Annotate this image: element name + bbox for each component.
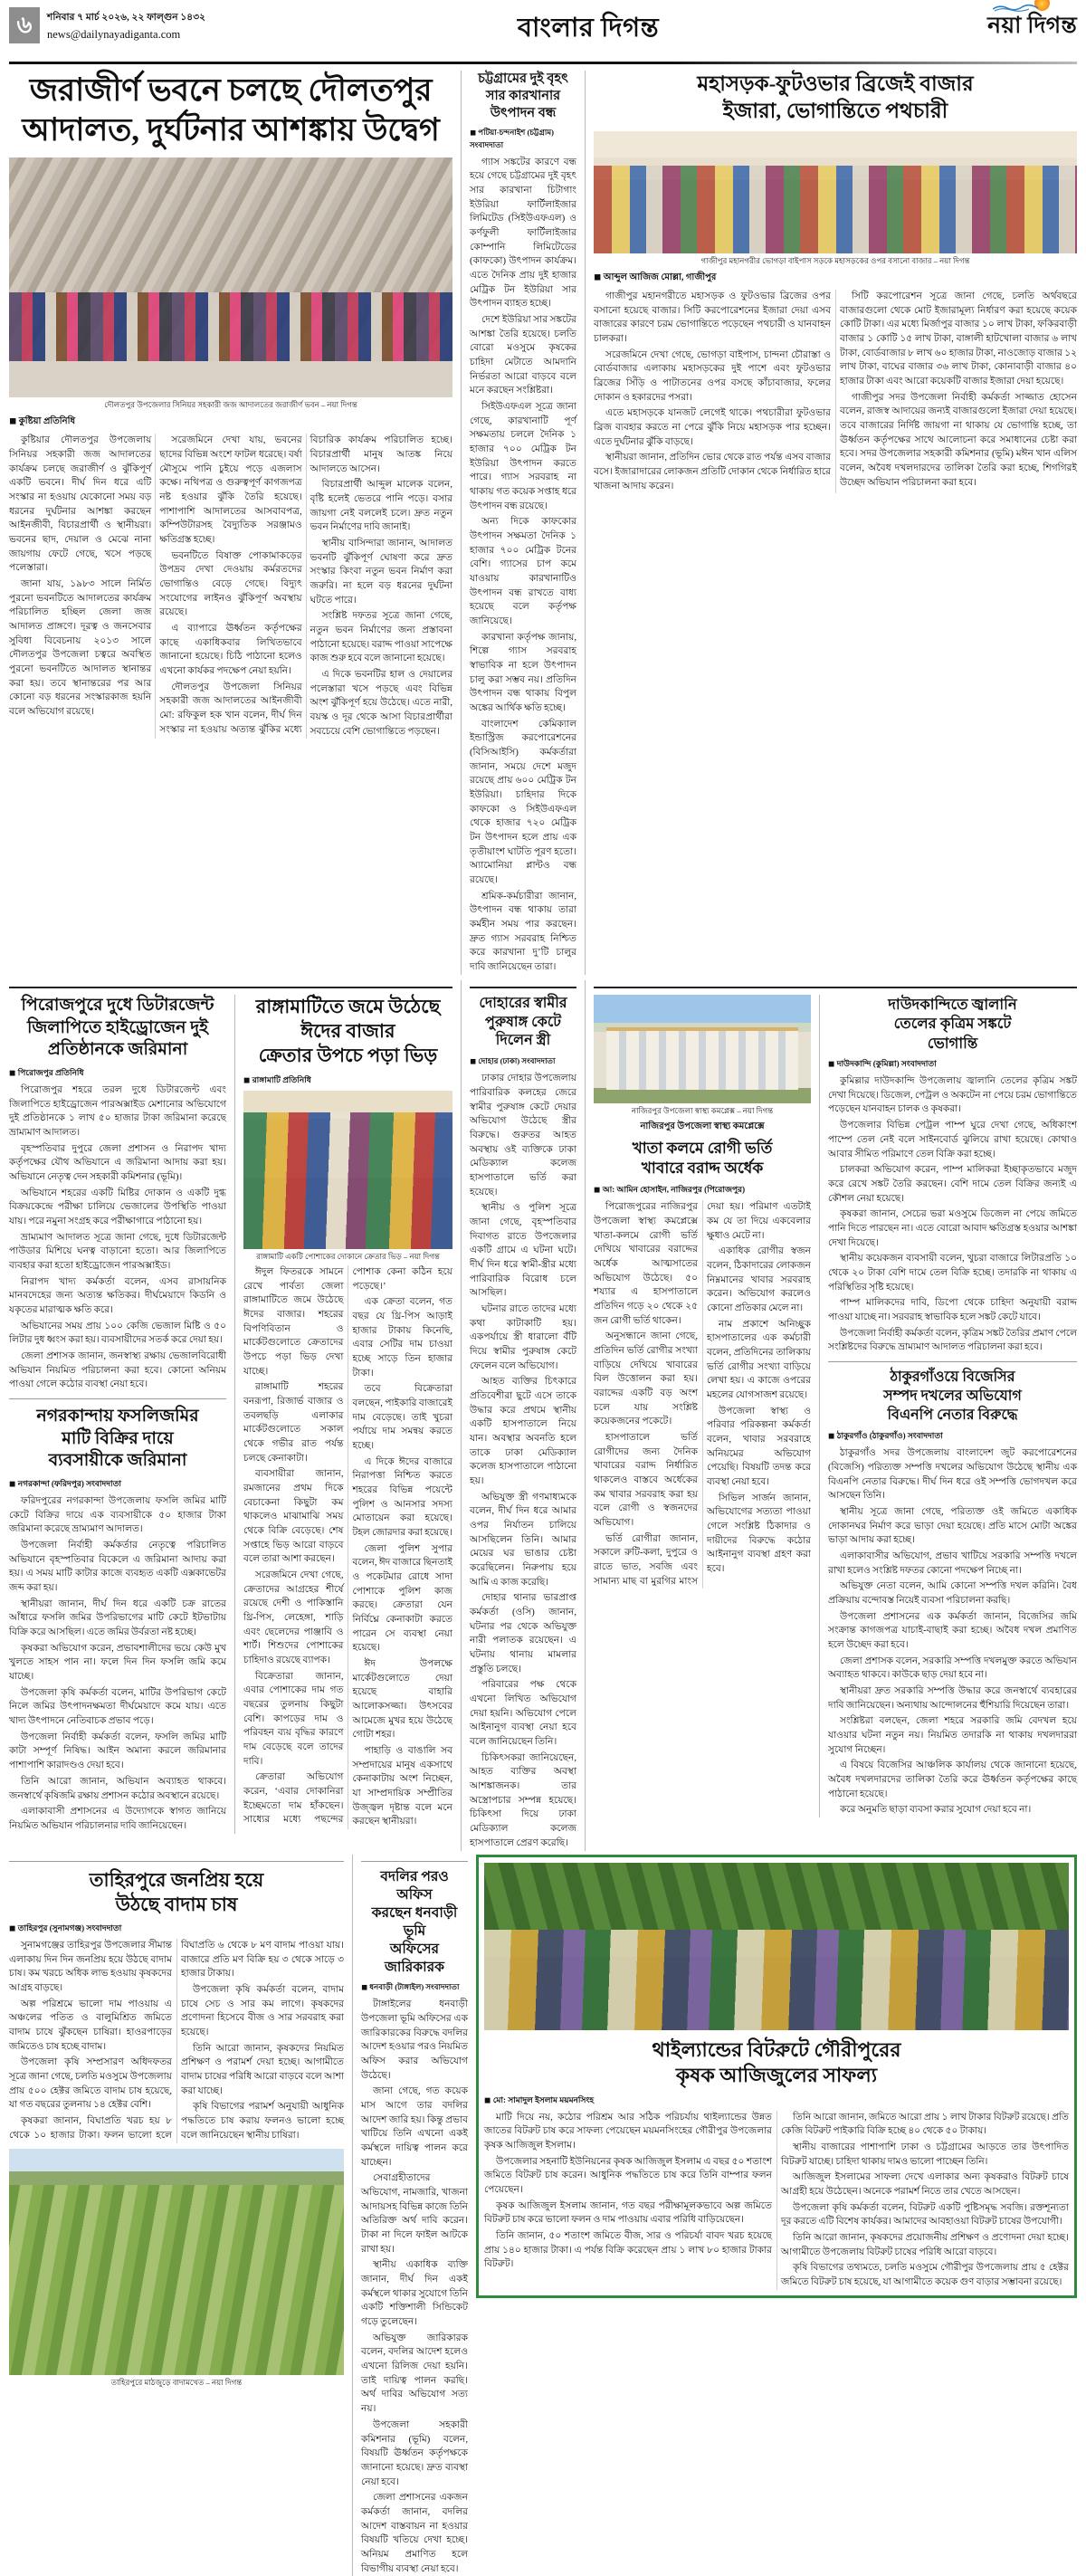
caption-text: দৌলতপুর উপজেলার সিনিয়র সহকারী জজ আদালতের জরাজীর্ণ ভবন	[104, 400, 319, 409]
paragraph: জেলা প্রশাসক জানান, জনস্বাস্থ্য রক্ষায় ভেজালবিরোধী অভিযান নিয়মিত পরিচালনা করা হবে। কোনো অনিয়ম পাওয়া গেলে কঠোর ব্যবস্থা নেয়া হবে।	[9, 1350, 226, 1392]
section-rule	[594, 987, 1077, 988]
tahirpur-headline-line2: উঠছে বাদাম চাষ	[116, 1894, 238, 1915]
paragraph: কৃষকরা জানান, বিঘাপ্রতি খরচ হয় ৮ থেকে ১০ হাজার টাকা। ফলন ভালো হলে বিঘাপ্রতি ৬ থেকে ৮ মণ বাদাম পাওয়া যায়। বাজারে প্রতি মণ বিক্রি হয় ৩ থেকে সাড়ে ৩ হাজার টাকায়।	[9, 1939, 344, 2142]
paragraph: ঈদুল ফিতরকে সামনে রেখে পার্বত্য জেলা রাঙ্গামাটিতে জমে উঠেছে ঈদের বাজার। শহরের বিপণিবিতান ও মার্কেটগুলোতে ক্রেতাদের উপচে পড়া ভিড় দেখা যাচ্ছে।	[243, 1265, 344, 1379]
column-divider	[352, 1855, 353, 2576]
tahirpur-headline	[9, 1868, 344, 1918]
paragraph: তিনি আরো জানান, অভিযান অব্যাহত থাকবে। জনস্বার্থে কৃষিজমি রক্ষায় প্রশাসন কঠোর অবস্থানে রয়েছে।	[9, 1775, 226, 1803]
health-complex-headline	[594, 1139, 811, 1178]
fertilizer-headline-line2: সার কারখানার	[486, 89, 560, 103]
lead-headline-line2: আদালত, দুর্ঘটনার আশঙ্কায় উদ্বেগ	[22, 112, 439, 148]
paragraph: দৌলতপুর উপজেলা সিনিয়র সহকারী জজ আদালতের আইনজীবী মো: রফিকুল হক খান বলেন, দীর্ঘ দিন সংস্কার না হওয়ায় অত্যন্ত ঝুঁকির মধ্যে বিচারিক কার্যক্রম পরিচালিত হচ্ছে। বিচারপ্রার্থী মানুষ আতঙ্ক নিয়ে আদালতে আসেন।	[159, 434, 452, 739]
page-number-badge: ৬	[9, 7, 40, 43]
paragraph: তিনি আরো জানান, কৃষকদের প্রয়োজনীয় প্রশিক্ষণ ও প্রণোদনা দেয়া হচ্ছে। আগামীতে উপজেলায় বিটরুট চাষের পরিধি আরো বাড়বে।	[781, 2231, 1069, 2259]
beetroot-feature-box	[476, 1855, 1077, 2298]
section-rule	[9, 1861, 344, 1862]
bnp-headline-line2: সম্পদ দখলের অভিযোগ	[883, 1388, 1022, 1404]
nagarkanda-headline-line1: নগরকান্দায় ফসলিজমির	[36, 1407, 198, 1426]
paragraph: উপজেলা কৃষি সম্প্রসারণ অধিদফতর সূত্রে জানা গেছে, চলতি মওসুমে উপজেলায় প্রায় ৫০০ হেক্টর জমিতে বাদাম চাষ হয়েছে, যা গত বছরের তুলনায় ১৪ হেক্টর বেশি।	[9, 2056, 172, 2113]
dohar-headline-line3: দিলেন স্ত্রী	[496, 1033, 550, 1048]
paragraph: তিনি আরো জানান, জমিতে আরো প্রায় ১ লাখ টাকার বিটরুট রয়েছে। প্রতি কেজি বিটরুট পাইকারি বিক্রি হচ্ছে ৪০ থেকে ৫০ টাকায়।	[781, 2111, 1069, 2139]
column-divider	[234, 995, 235, 1834]
paragraph: ঘটনার রাতে তাদের মধ্যে কথা কাটাকাটি হয়। একপর্যায়ে স্ত্রী ধারালো বঁটি দিয়ে স্বামীর পুরুষাঙ্গ কেটে ফেলেন বলে অভিযোগ।	[470, 1302, 576, 1373]
paragraph: আহত ব্যক্তির চিৎকারে প্রতিবেশীরা ছুটে এসে তাকে উদ্ধার করে প্রথমে স্থানীয় একটি হাসপাতালে নিয়ে যান। অবস্থার অবনতি হলে তাকে ঢাকা মেডিক্যাল কলেজ হাসপাতালে পাঠানো হয়।	[470, 1375, 576, 1488]
bnp-headline-line3: বিএনপি নেতার বিরুদ্ধে	[887, 1407, 1017, 1423]
column-divider	[461, 980, 462, 1851]
highway-photo	[594, 131, 1077, 253]
paragraph: সরেজমিনে দেখা যায়, ভবনের ছাদের বিভিন্ন অংশে ফাটল ধরেছে। বর্ষা মৌসুমে পানি চুইয়ে পড়ে এজলাস কক্ষে। নথিপত্র ও গুরুত্বপূর্ণ কাগজপত্র নষ্ট হওয়ার ঝুঁকি তৈরি হয়েছে। পাশাপাশি আদালতের আসবাবপত্র, কম্পিউটারসহ বৈদ্যুতিক সরঞ্জামও ক্ষতিগ্রস্ত হচ্ছে।	[159, 434, 301, 547]
caption-text: গাজীপুর মহানগরীর ভোগড়া বাইপাস সড়কে মহাসড়কের ওপর বসানো বাজার	[701, 256, 932, 265]
paragraph: বিচারপ্রার্থী আব্দুল মালেক বলেন, বৃষ্টি হলেই ভেতরে পানি পড়ে। বসার জায়গা নেই বললেই চলে। দ্রুত নতুন ভবন নির্মাণের দাবি জানাই।	[310, 478, 452, 535]
paragraph: ভর্তি রোগীরা জানান, সকালে রুটি-কলা, দুপুরে ও রাতে ভাত, সবজি এবং সামান্য মাছ বা মুরগির মাংস দেয়া হয়। পরিমাণ এতটাই কম যে তা দিয়ে একবেলার ক্ষুধাও মেটে না।	[594, 1200, 811, 1589]
caption-source: – নয়া দিগন্ত	[934, 256, 970, 265]
paragraph: সুনামগঞ্জের তাহিরপুর উপজেলার সীমান্ত এলাকায় দিন দিন জনপ্রিয় হয়ে উঠছে বাদাম চাষ। কম খরচে অধিক লাভ হওয়ায় কৃষকদের আগ্রহ বাড়ছে।	[9, 1939, 172, 1996]
rangamati-story	[243, 995, 452, 1834]
paragraph: ফরিদপুরের নগরকান্দা উপজেলায় ফসলি জমির মাটি কেটে বিক্রির দায়ে এক ব্যবসায়ীকে ৫০ হাজার টাকা জরিমানা করেছে ভ্রাম্যমাণ আদালত।	[9, 1494, 226, 1537]
dohar-byline: ◼ দোহার (ঢাকা) সংবাদদাতা	[470, 1055, 576, 1068]
lead-headline	[9, 71, 452, 150]
tahirpur-body	[9, 1939, 344, 2142]
beetroot-headline-line1: থাইল্যান্ডের বিটরুটে গৌরীপুরের	[653, 2038, 901, 2061]
tahirpur-byline: ◼ তাহিরপুর (সুনামগঞ্জ) সংবাদদাতা	[9, 1922, 344, 1935]
nagarkanda-body	[9, 1494, 226, 1833]
caption-source: – নয়া দিগন্ত	[206, 2378, 243, 2387]
paragraph: জেলা প্রশাসনের একজন কর্মকর্তা জানান, বদলির আদেশ বাস্তবায়ন না হওয়ার বিষয়টি খতিয়ে দেখা হচ্ছে। অনিয়ম প্রমাণিত হলে বিভাগীয় ব্যবস্থা নেয়া হবে।	[361, 2491, 468, 2576]
paragraph: নাম প্রকাশে অনিচ্ছুক হাসপাতালের এক কর্মচারী বলেন, প্রতিদিনের তালিকায় ভর্তি রোগীর সংখ্যা বাড়িয়ে লেখা হয়। এ কাজে ওপরের মহলের যোগসাজশ রয়েছে।	[707, 1318, 811, 1403]
paragraph: উপজেলা কৃষি কর্মকর্তা বলেন, বাদাম চাষে সেচ ও সার কম লাগে। কৃষকদের প্রণোদনা হিসেবে বীজ ও সার সরবরাহ করা হয়েছে।	[181, 1983, 344, 2040]
paragraph: গাজীপুর মহানগরীতে মহাসড়ক ও ফুটওভার ব্রিজের ওপর বসানো হয়েছে বাজার। সিটি করপোরেশনের ইজারা দেয়া এসব বাজারের কারণে চরম ভোগান্তিতে পড়েছেন পথচারী ও যানবাহন চালকরা।	[594, 290, 831, 347]
section-rule	[9, 987, 452, 988]
paragraph: স্থানীয়রা জানান, দীর্ঘ দিন ধরে একটি চক্র রাতের আঁধারে ফসলি জমির উপরিভাগের মাটি কেটে ইটভাটায় বিক্রি করে আসছিল। এতে জমির উর্বরতা নষ্ট হচ্ছে।	[9, 1598, 226, 1640]
paragraph: অভিযানের সময় প্রায় ১০০ কেজি ভেজাল মিষ্টি ও ৫০ লিটার দুধ ধ্বংস করা হয়। ব্যবসায়ীদের সতর্ক করে দেয়া হয়।	[9, 1320, 226, 1348]
left-stack	[9, 980, 452, 1851]
paragraph: তিনি জানান, ৫০ শতাংশ জমিতে বীজ, সার ও পরিচর্যা বাবদ খরচ হয়েছে প্রায় ১৪০ হাজার টাকা। এ পর্যন্ত বিক্রি করেছেন প্রায় ১ লাখ ৮০ হাজার টাকার বিটরুট।	[484, 2229, 772, 2272]
caption-text: নাজিরপুর উপজেলা স্বাস্থ্য কমপ্লেক্স	[632, 1106, 735, 1115]
paragraph: উপজেলা নির্বাহী কর্মকর্তা বলেন, ফসলি জমির মাটি কাটা সম্পূর্ণ নিষিদ্ধ। আইন অমান্য করলে জরিমানার পাশাপাশি কারাদণ্ডও দেয়া হবে।	[9, 1731, 226, 1773]
paragraph: জেলা পুলিশ সুপার বলেন, ঈদ বাজারে ছিনতাই ও পকেটমার রোধে সাদা পোশাকে পুলিশ কাজ করছে। ক্রেতারা যেন নির্বিঘ্নে কেনাকাটা করতে পারেন সে ব্যবস্থা নেয়া হয়েছে।	[353, 1542, 453, 1655]
second-band	[9, 980, 1077, 1851]
caption-source: – নয়া দিগন্ত	[737, 1106, 773, 1115]
rangamati-byline: ◼ রাঙ্গামাটি প্রতিনিধি	[243, 1073, 452, 1087]
nagarkanda-byline: ◼ নগরকান্দা (ফরিদপুর) সংবাদদাতা	[9, 1477, 226, 1491]
paragraph: উপজেলা নির্বাহী কর্মকর্তার নেতৃত্বে পরিচালিত অভিযানে বৃহস্পতিবার বিকেলে এ জরিমানা আদায় করা হয়। এ সময় মাটি কাটার কাজে ব্যবহৃত একটি এক্সকাভেটর জব্দ করা হয়।	[9, 1539, 226, 1596]
paragraph: ভ্রাম্যমাণ আদালত সূত্রে জানা গেছে, দুধে ডিটারজেন্ট পাউডার মিশিয়ে ঘনত্ব বাড়ানো হতো। আর জিলাপিতে ব্যবহার করা হতো হাইড্রোজেন পারঅক্সাইড।	[9, 1231, 226, 1274]
highway-story	[594, 71, 1077, 975]
paragraph: স্থানীয় ও পুলিশ সূত্রে জানা গেছে, বৃহস্পতিবার দিবাগত রাতে উপজেলার একটি গ্রামে এ ঘটনা ঘটে। দীর্ঘ দিন ধরে স্বামী-স্ত্রীর মধ্যে পারিবারিক বিরোধ চলে আসছিল।	[470, 1201, 576, 1301]
tahirpur-photo-caption	[9, 2378, 344, 2388]
paragraph: সরেজমিনে দেখা গেছে, ভোগড়া বাইপাস, চান্দনা চৌরাস্তা ও বোর্ডবাজার এলাকায় মহাসড়কের দুই পাশে এবং ফুটওভার ব্রিজের সিঁড়ি ও পাটাতনের ওপর বসছে কাঁচাবাজার, ফলের দোকান ও হকারদের পসরা।	[594, 348, 831, 405]
paragraph: করে অনুমতি ছাড়া ব্যবসা করার সুযোগ দেয়া হবে না।	[828, 1803, 1077, 1818]
paragraph: এলাকাবাসীর অভিযোগ, প্রভাব খাটিয়ে সরকারি সম্পত্তি দখলে রাখা হলেও সংশ্লিষ্ট দফতর কোনো পদক্ষেপ নিচ্ছে না।	[828, 1550, 1077, 1578]
fertilizer-body	[470, 156, 576, 975]
health-complex-byline: ◼ আ: আমিন হোসাইন, নাজিরপুর (পিরোজপুর)	[594, 1183, 811, 1197]
story-rule	[828, 1361, 1077, 1362]
paragraph: স্থানীয় বাজারের পাশাপাশি ঢাকা ও চট্টগ্রামের আড়তে তার উৎপাদিত বিটরুট যাচ্ছে। চাহিদা থাকায় দামও ভালো পাচ্ছেন তিনি।	[781, 2141, 1069, 2169]
column-divider	[585, 980, 586, 1851]
column-divider	[461, 71, 462, 975]
lead-photo	[9, 157, 452, 397]
health-complex-photo	[594, 995, 811, 1103]
pirojpur-headline	[9, 995, 226, 1062]
dohar-headline-line2: পুরুষাঙ্গ কেটে	[485, 1015, 561, 1030]
paragraph: অভিযুক্ত জারিকারক বলেন, বদলির আদেশ হলেও এখনো রিলিজ দেয়া হয়নি। তাই দায়িত্ব পালন করছি। অর্থ দাবির অভিযোগ সত্য নয়।	[361, 2332, 468, 2417]
rangamati-headline-line1: রাঙ্গামাটিতে জমে উঠেছে ঈদের বাজার	[256, 996, 441, 1042]
paragraph: বিক্রেতারা জানান, এবার পোশাকের দাম গত বছরের তুলনায় কিছুটা বেশি। কাপড়ের দাম ও পরিবহন ব্যয় বৃদ্ধির কারণে দাম বেড়েছে বলে তাদের দাবি।	[243, 1670, 344, 1770]
highway-headline	[594, 71, 1077, 125]
paragraph: পাম্প মালিকদের দাবি, ডিপো থেকে চাহিদা অনুযায়ী বরাদ্দ পাওয়া যাচ্ছে না। সরবরাহ স্বাভাবিক হলে সঙ্কট কেটে যাবে।	[828, 1296, 1077, 1324]
caption-text: তাহিরপুরে মাঠজুড়ে বাদামখেত	[111, 2378, 205, 2387]
dhanbari-byline: ◼ ধনবাড়ী (টাঙ্গাইল) সংবাদদাতা	[361, 1981, 468, 1994]
paragraph: কৃষকরা জানান, সেচের ভরা মওসুমে ডিজেল না পেয়ে জমিতে পানি দিতে পারছেন না। এতে বোরো আবাদ ক্ষতিগ্রস্ত হওয়ার আশঙ্কা দেখা দিয়েছে।	[828, 1207, 1077, 1250]
paragraph: সংশ্লিষ্টরা বলছেন, জেলা শহরে সরকারি জমি বেদখল হয়ে যাওয়ার ঘটনা নতুন নয়। নিয়মিত তদারকি না থাকায় দখলদাররা সুযোগ নিচ্ছেন।	[828, 1714, 1077, 1757]
paragraph: ক্রেতারা অভিযোগ করেন, ‘এবার দোকানিরা ইচ্ছেমতো দাম হাঁকছেন। সাধ্যের মধ্যে পছন্দের পোশাক কেনা কঠিন হয়ে পড়েছে।’	[243, 1265, 452, 1829]
paragraph: সিইউএফএল সূত্রে জানা গেছে, কারখানাটি পূর্ণ সক্ষমতায় চললে দৈনিক ১ হাজার ৭০০ মেট্রিক টন ইউরিয়া উৎপাদন করতে পারে। গ্যাস সরবরাহ না থাকায় গত কয়েক সপ্তাহ ধরে উৎপাদন বন্ধ রয়েছে।	[470, 400, 576, 513]
paragraph: এ ব্যাপারে ঊর্ধ্বতন কর্তৃপক্ষের কাছে একাধিকবার লিখিতভাবে জানানো হয়েছে। চিঠি পাঠানো হলেও এখনো কার্যকর পদক্ষেপ নেয়া হয়নি।	[159, 622, 301, 679]
paragraph: সিটি করপোরেশন সূত্রে জানা গেছে, চলতি অর্থবছরে বাজারগুলো থেকে মোট ইজারামূল্য নির্ধারণ করা হয়েছে কয়েক কোটি টাকা। এর মধ্যে মির্জাপুর বাজার ১০ লাখ টাকা, ফকিরবাড়ী বাজার ১ কোটি ১৫ লাখ টাকা, বাঙ্গালী হাটখোলা বাজার ৬ লাখ টাকা, বোর্ডবাজার ৮ লাখ ৬০ হাজার টাকা, নাওজোড় বাজার ১২ লাখ টাকা, বাঘের বাজার ৩৬ লাখ টাকা, কোনাবাড়ী বাজার ৪০ হাজার টাকা এবং আরো কয়েকটি বাজার ইজারা দেয়া হয়েছে।	[840, 290, 1077, 389]
dhanbari-headline	[361, 1868, 468, 1978]
paragraph: এলাকাবাসী প্রশাসনের এ উদ্যোগকে স্বাগত জানিয়ে নিয়মিত অভিযান পরিচালনার দাবি জানিয়েছেন।	[9, 1805, 226, 1833]
paragraph: কৃষি বিভাগের পরামর্শ অনুযায়ী আধুনিক পদ্ধতিতে চাষ করায় ফলনও ভালো হচ্ছে বলে জানিয়েছেন স্থানীয় চাষিরা।	[181, 2100, 344, 2142]
dhanbari-body	[361, 1998, 468, 2576]
paragraph: জানা যায়, ১৯৮৩ সালে নির্মিত পুরনো ভবনটিতে আদালতের কার্যক্রম পরিচালিত হচ্ছিল জেলা জজ আদালত প্রাঙ্গণে। দূরত্ব ও জনসেবার সুবিধা বিবেচনায় ২০১৩ সালে দৌলতপুর উপজেলা চত্বরে অবস্থিত পুরনো ভবনটিতে আদালত স্থানান্তর করা হয়। তবে স্থানান্তরের পর আর কোনো বড় ধরনের সংস্কারকাজ হয়নি বলে অভিযোগ রয়েছে।	[9, 577, 151, 720]
nagarkanda-headline	[9, 1406, 226, 1473]
paragraph: উপজেলার সহনাটি ইউনিয়নের কৃষক আজিজুল ইসলাম এ বছর ৫০ শতাংশ জমিতে বিটরুট চাষ করেন। আধুনিক পদ্ধতিতে চাষ করে তিনি বাম্পার ফলন পেয়েছেন।	[484, 2155, 772, 2198]
paragraph: ভবনটিতে বিষাক্ত পোকামাকড়ের উপদ্রব দেখা দেওয়ায় কর্মরতদের ভোগান্তিও বেড়ে গেছে। বিদ্যুৎ সংযোগের লাইনও ঝুঁকিপূর্ণ অবস্থায় রয়েছে।	[159, 549, 301, 620]
highway-byline: ◼ আব্দুল আজিজ মোল্লা, গাজীপুর	[594, 271, 1077, 286]
paragraph: উপজেলা সহকারী কমিশনার (ভূমি) বলেন, বিষয়টি ঊর্ধ্বতন কর্তৃপক্ষকে জানানো হয়েছে। দ্রুত ব্যবস্থা নেয়া হবে।	[361, 2419, 468, 2489]
masthead-center	[308, 7, 869, 52]
paragraph: কারখানা কর্তৃপক্ষ জানায়, শিল্পে গ্যাস সরবরাহ স্বাভাবিক না হলে উৎপাদন চালু করা সম্ভব নয়। প্রতিদিন উৎপাদন বন্ধ থাকায় বিপুল অঙ্কের আর্থিক ক্ষতি হচ্ছে।	[470, 631, 576, 716]
contact-email: news@dailynayadiganta.com	[47, 28, 205, 42]
top-band	[9, 71, 1077, 975]
beetroot-byline: ◼ মো: সামাদুল ইসলাম ময়মনসিংহ	[484, 2094, 1069, 2107]
paragraph: জেলা প্রশাসক বলেন, সরকারি সম্পত্তি দখলমুক্ত করতে অভিযান অব্যাহত থাকবে। কাউকে ছাড় দেয়া হবে না।	[828, 1655, 1077, 1683]
paragraph: এ দিকে ঈদের বাজারে নিরাপত্তা নিশ্চিত করতে শহরের বিভিন্ন পয়েন্টে পুলিশ ও আনসার সদস্য মোতায়েন করা হয়েছে। টহল জোরদার করা হয়েছে।	[353, 1455, 453, 1541]
paragraph: উপজেলার বিভিন্ন পেট্রল পাম্প ঘুরে দেখা গেছে, অধিকাংশ পাম্পে তেল নেই বলে সাইনবোর্ড ঝুলিয়ে রাখা হয়েছে। কোথাও আবার সীমিত পরিমাণে তেল বিক্রি করা হচ্ছে।	[828, 1119, 1077, 1161]
paragraph: এ দিকে ভবনটির হাল ও দেয়ালের পলেস্তারা খসে পড়ছে এবং বিভিন্ন অংশ ঝুঁকিপূর্ণ হয়ে উঠেছে। এতে নারী, বয়স্ক ও দূর থেকে আসা বিচারপ্রার্থীরা সবচেয়ে বেশি ভোগান্তিতে পড়ছেন।	[310, 668, 452, 739]
paragraph: রাঙ্গামাটি শহরের বনরূপা, রিজার্ভ বাজার ও তবলছড়ি এলাকার মার্কেটগুলোতে সকাল থেকে গভীর রাত পর্যন্ত চলছে কেনাকাটা।	[243, 1380, 344, 1465]
nagarkanda-headline-line3: ব্যবসায়ীকে জরিমানা	[49, 1451, 187, 1470]
pirojpur-headline-line3: প্রতিষ্ঠানকে জরিমানা	[48, 1040, 188, 1059]
paragraph: শ্রমিক-কর্মচারীরা জানান, উৎপাদন বন্ধ থাকায় তারা কর্মহীন সময় পার করছেন। দ্রুত গ্যাস সরবরাহ নিশ্চিত করে কারখানা দু’টি চালুর দাবি জানিয়েছেন তারা।	[470, 890, 576, 975]
section-rule	[470, 987, 576, 988]
paragraph: সিভিল সার্জন জানান, অভিযোগের সত্যতা পাওয়া গেলে সংশ্লিষ্ট ঠিকাদার ও দায়ীদের বিরুদ্ধে কঠোর আইনানুগ ব্যবস্থা গ্রহণ করা হবে।	[707, 1492, 811, 1577]
paragraph: পিরোজপুরের নাজিরপুর উপজেলা স্বাস্থ্য কমপ্লেক্সে খাতা-কলমে রোগী ভর্তি দেখিয়ে খাবারের বরাদ্দের অর্ধেক আত্মসাতের অভিযোগ উঠেছে। ৫০ শয্যার এ হাসপাতালে প্রতিদিন গড়ে ২০ থেকে ২৫ জন রোগী ভর্তি থাকেন।	[594, 1200, 698, 1328]
lead-body	[9, 434, 452, 739]
masthead-meta	[47, 9, 205, 42]
health-complex-overline: নাজিরপুর উপজেলা স্বাস্থ্য কমপ্লেক্সে	[594, 1120, 811, 1135]
paragraph: কৃষক আজিজুল ইসলাম জানান, গত বছর পরীক্ষামূলকভাবে অল্প জমিতে বিটরুট চাষ করে ভালো ফলন ও দাম পাওয়ায় এবার পরিধি বাড়িয়েছেন।	[484, 2199, 772, 2228]
bnp-byline: ◼ ঠাকুরগাঁও (ঠাকুরগাঁও) সংবাদদাতা	[828, 1429, 1077, 1443]
health-complex-headline-line1: খাতা কলমে রোগী ভর্তি	[633, 1140, 773, 1157]
paragraph: কৃষকরা অভিযোগ করেন, প্রভাবশালীদের ভয়ে কেউ মুখ খুলতে সাহস পান না। ফলে দিন দিন ফসলি জমি কমে যাচ্ছে।	[9, 1642, 226, 1684]
dhanbari-story	[361, 1855, 468, 2576]
dohar-story	[470, 980, 576, 1851]
masthead-left	[9, 7, 308, 43]
paragraph: সেবাগ্রহীতাদের অভিযোগ, নামজারি, খাজনা আদায়সহ বিভিন্ন কাজে তিনি অতিরিক্ত অর্থ দাবি করেন। টাকা না দিলে ফাইল আটকে রাখা হয়।	[361, 2171, 468, 2256]
dohar-headline	[470, 995, 576, 1051]
caption-text: রাঙ্গামাটি একটি পোশাকের দোকানে ক্রেতার ভিড়	[256, 1252, 402, 1261]
publication-date: শনিবার ৭ মার্চ ২০২৬, ২২ ফাল্গুন ১৪৩২	[47, 11, 205, 26]
paragraph: সংশ্লিষ্ট দফতর সূত্রে জানা গেছে, নতুন ভবন নির্মাণের জন্য প্রস্তাবনা পাঠানো হয়েছে। বরাদ্দ পাওয়া সাপেক্ষে কাজ শুরু হবে বলে জানানো হয়েছে।	[310, 609, 452, 666]
paragraph: স্থানীয় একাধিক ব্যক্তি জানান, দীর্ঘ দিন একই কর্মস্থলে থাকার সুযোগে তিনি একটি শক্তিশালী সিন্ডিকেট গড়ে তুলেছেন।	[361, 2258, 468, 2329]
lead-headline-line1: জরাজীর্ণ ভবনে চলছে দৌলতপুর	[30, 72, 433, 108]
fertilizer-story	[470, 71, 576, 975]
dhanbari-headline-line1: বদলির পরও অফিস	[380, 1869, 449, 1903]
tahirpur-photo	[9, 2149, 344, 2375]
rangamati-headline	[243, 995, 452, 1069]
highway-headline-line2: ইজারা, ভোগান্তিতে পথচারী	[723, 100, 948, 122]
paragraph: অল্প পরিশ্রমে ভালো দাম পাওয়ায় এ অঞ্চলের পতিত ও বালুমিশ্রিত জমিতে বাদাম চাষে ঝুঁকছেন চাষিরা। হাওরপাড়ের জমিতেও চাষ হচ্ছে বাদাম।	[9, 1998, 172, 2055]
section-title: বাংলার দিগন্ত	[308, 7, 869, 52]
paragraph: চিকিৎসকরা জানিয়েছেন, আহত ব্যক্তির অবস্থা আশঙ্কাজনক। তার অস্ত্রোপচার সম্পন্ন হয়েছে। চিকিৎসা দিয়ে ঢাকা মেডিক্যাল কলেজ হাসপাতালে প্রেরণ করেছি।	[470, 1751, 576, 1851]
paragraph: পিরোজপুর শহরে তরল দুধে ডিটারজেন্ট এবং জিলাপিতে হাইড্রোজেন পারঅক্সাইড মেশানোর অভিযোগে দুই প্রতিষ্ঠানকে ১ লাখ ৫০ হাজার টাকা জরিমানা করেছে ভ্রাম্যমাণ আদালত।	[9, 1083, 226, 1140]
pirojpur-body	[9, 1083, 226, 1392]
paragraph: উপজেলা নির্বাহী কর্মকর্তা বলেন, কৃত্রিম সঙ্কট তৈরির প্রমাণ পেলে সংশ্লিষ্টদের বিরুদ্ধে ভ্রাম্যমাণ আদালত পরিচালনা করা হবে।	[828, 1327, 1077, 1355]
masthead	[9, 7, 1077, 60]
lead-photo-caption	[9, 400, 452, 410]
paragraph: এতে মহাসড়কে যানজট লেগেই থাকে। পথচারীরা ফুটওভার ব্রিজ ব্যবহার করতে না পেরে ঝুঁকি নিয়ে মহাসড়ক পার হচ্ছেন। এতে দুর্ঘটনার ঝুঁকি বাড়ছে।	[594, 406, 831, 449]
paragraph: আজিজুল ইসলামের সাফল্য দেখে এলাকার অন্য কৃষকরাও বিটরুট চাষে আগ্রহী হয়ে উঠেছেন। অনেকে পরামর্শ নিতে তার খেতে আসছেন।	[781, 2171, 1069, 2199]
highway-photo-caption	[594, 256, 1077, 266]
paragraph: ব্যবসায়ীরা জানান, রমজানের প্রথম দিকে বেচাকেনা কিছুটা কম থাকলেও মাঝামাঝি সময় থেকে বিক্রি বেড়েছে। শেষ সপ্তাহে ভিড় আরো বাড়বে বলে তারা আশা করছেন।	[243, 1467, 344, 1567]
paragraph: উপজেলা কৃষি কর্মকর্তা বলেন, বিটরুট একটি পুষ্টিসমৃদ্ধ সবজি। রক্তশূন্যতা দূর করতে এটি বিশেষ কার্যকর। আমাদের আবহাওয়া বিটরুট চাষের উপযোগী।	[781, 2201, 1069, 2229]
section-rule	[361, 1861, 468, 1862]
bnp-headline	[828, 1369, 1077, 1425]
paragraph: হাসপাতালে ভর্তি রোগীদের জন্য দৈনিক খাবারের বরাদ্দ নির্ধারিত থাকলেও বাস্তবে অর্ধেকের কম খাবার সরবরাহ করা হয় বলে রোগী ও স্বজনদের অভিযোগ।	[594, 1431, 698, 1531]
fuel-bnp-stack	[828, 995, 1077, 1818]
caption-source: – নয়া দিগন্ত	[404, 1252, 440, 1261]
health-complex-photo-caption	[594, 1106, 811, 1116]
paragraph: বাংলাদেশ কেমিক্যাল ইন্ডাস্ট্রিজ করপোরেশনের (বিসিআইসি) কর্মকর্তারা জানান, সময়ে দেশে মজুদ রয়েছে প্রায় ৬০০ মেট্রিক টন ইউরিয়া। চাহিদার দিকে কাফকো ও সিইউএফএল থেকে হাজার ৭২০ মেট্রিক টন উৎপাদন হলে প্রায় এক তৃতীয়াংশ ঘাটতি পূরণ হতো। অ্যামোনিয়া প্লান্টও বন্ধ রয়েছে।	[470, 718, 576, 888]
paragraph: অভিযুক্ত নেতা বলেন, আমি কোনো সম্পত্তি দখল করিনি। বৈধ প্রক্রিয়ায় বন্দোবস্ত নিয়েই ব্যবসা পরিচালনা করছি।	[828, 1579, 1077, 1608]
pirojpur-headline-line1: পিরোজপুরে দুধে ডিটারজেন্ট	[22, 996, 214, 1015]
dohar-headline-line1: দোহারের স্বামীর	[479, 996, 567, 1011]
dhanbari-headline-line2: করছেন ধনবাড়ী ভূমি	[372, 1905, 458, 1939]
paragraph: স্থানীয়রা জানান, প্রতিদিন ভোর থেকে রাত পর্যন্ত এসব বাজার বসে। ইজারাদারের লোকজন প্রতিটি দোকান থেকে নির্ধারিত হারে খাজনা আদায় করেন।	[594, 451, 831, 493]
paragraph: নিরাপদ খাদ্য কর্মকর্তা বলেন, এসব রাসায়নিক মানবদেহের জন্য অত্যন্ত ক্ষতিকর। দীর্ঘমেয়াদে কিডনি ও যকৃতের মারাত্মক ক্ষতি করে।	[9, 1275, 226, 1318]
paragraph: বৃহস্পতিবার দুপুরে জেলা প্রশাসন ও নিরাপদ খাদ্য কর্তৃপক্ষের যৌথ অভিযানে এ জরিমানা আদায় করা হয়। অভিযানে নেতৃত্ব দেন সহকারী কমিশনার (ভূমি)।	[9, 1142, 226, 1185]
paragraph: পাহাড়ি ও বাঙালি সব সম্প্রদায়ের মানুষ একসাথে কেনাকাটায় অংশ নিচ্ছেন, যা সাম্প্রদায়িক সম্প্রীতির উজ্জ্বল দৃষ্টান্ত বলে মনে করছেন স্থানীয়রা।	[353, 1744, 453, 1829]
paragraph: ঈদ উপলক্ষে মার্কেটগুলোতে দেয়া হয়েছে বাহারি আলোকসজ্জা। উৎসবের আমেজে মুখর হয়ে উঠেছে গোটা শহর।	[353, 1657, 453, 1742]
paragraph: চালকরা অভিযোগ করেন, পাম্প মালিকরা ইচ্ছাকৃতভাবে মজুদ করে রেখে সঙ্কট তৈরি করছেন। বেশি দামে তেল বিক্রির জন্যই এ কৌশল নেয়া হয়েছে।	[828, 1163, 1077, 1206]
paragraph: ঢাকার দোহার উপজেলায় পারিবারিক কলহের জেরে স্বামীর পুরুষাঙ্গ কেটে দেয়ার অভিযোগ উঠেছে স্ত্রীর বিরুদ্ধে। গুরুতর আহত অবস্থায় ওই ব্যক্তিকে ঢাকা মেডিক্যাল কলেজ হাসপাতালে ভর্তি করা হয়েছে।	[470, 1072, 576, 1199]
paragraph: অভিযানে শহরের একটি মিষ্টির দোকান ও একটি দুগ্ধ বিক্রয়কেন্দ্রে পরীক্ষা চালিয়ে ভেজালের উপস্থিতি পাওয়া যায়। পরে নমুনা সংগ্রহ করে পরীক্ষাগারে পাঠানো হয়।	[9, 1187, 226, 1229]
paragraph: পরিবারের পক্ষ থেকে এখনো লিখিত অভিযোগ দেয়া হয়নি। অভিযোগ পেলে আইনানুগ ব্যবস্থা নেয়া হবে বলে জানিয়েছেন তিনি।	[470, 1678, 576, 1749]
health-complex-story	[594, 995, 811, 1818]
rangamati-photo-caption	[243, 1252, 452, 1262]
fertilizer-headline-line1: চট্টগ্রামের দুই বৃহৎ	[478, 72, 568, 86]
fertilizer-headline-line3: উৎপাদন বন্ধ	[491, 106, 557, 120]
pirojpur-byline: ◼ পিরোজপুর প্রতিনিধি	[9, 1066, 226, 1080]
pirojpur-headline-line2: জিলাপিতে হাইড্রোজেন দুই	[27, 1018, 208, 1037]
story-rule	[9, 1398, 226, 1399]
paragraph: স্থানীয়রা দ্রুত সরকারি সম্পত্তি উদ্ধার করে জনস্বার্থে ব্যবহারের দাবি জানিয়েছেন। অন্যথায় আন্দোলনের হুঁশিয়ারি দিয়েছেন তারা।	[828, 1684, 1077, 1713]
rangamati-photo	[243, 1091, 452, 1249]
nagarkanda-headline-line2: মাটি বিক্রির দায়ে	[62, 1429, 173, 1448]
caption-source: – নয়া দিগন্ত	[321, 400, 357, 409]
paragraph: টাঙ্গাইলের ধনবাড়ী উপজেলা ভূমি অফিসের এক জারিকারকের বিরুদ্ধে বদলির আদেশ হওয়ার পরও নিয়মিত অফিস করার অভিযোগ উঠেছে।	[361, 1998, 468, 2083]
masthead-right	[869, 7, 1077, 46]
masthead-divider	[9, 62, 1077, 64]
paragraph: তবে বিক্রেতারা বলছেন, পাইকারি বাজারেই দাম বেড়েছে। তাই খুচরা পর্যায়ে দাম সমন্বয় করতে হচ্ছে।	[353, 1382, 453, 1453]
fuel-headline-line3: ভোগান্তি	[928, 1035, 977, 1052]
highway-body	[594, 290, 1077, 493]
column-divider	[819, 995, 820, 1818]
lead-story	[9, 71, 452, 975]
paragraph: একাধিক রোগীর স্বজন বলেন, ঠিকাদারের লোকজন নিম্নমানের খাবার সরবরাহ করেন। অভিযোগ করলেও কোনো প্রতিকার মেলে না।	[707, 1245, 811, 1315]
highway-headline-line1: মহাসড়ক-ফুটওভার ব্রিজেই বাজার	[697, 72, 973, 95]
dohar-body	[470, 1072, 576, 1850]
fertilizer-headline	[470, 71, 576, 122]
beetroot-story	[476, 1855, 1077, 2576]
tahirpur-story	[9, 1855, 344, 2576]
paragraph: তিনি আরো জানান, কৃষকদের নিয়মিত প্রশিক্ষণ ও পরামর্শ দেয়া হচ্ছে। আগামীতে বাদাম চাষের পরিধি আরো বাড়বে বলে আশা করা যাচ্ছে।	[181, 2042, 344, 2099]
paragraph: অভিযুক্ত স্ত্রী গণমাধ্যমকে বলেন, দীর্ঘ দিন ধরে আমার ওপর নির্যাতন চালিয়ে আসছিলেন তিনি। আমার মেয়ের ঘর ভাঙার চেষ্টা করেছিলেন। নিরুপায় হয়ে আমি এ কাজ করেছি।	[470, 1491, 576, 1590]
wave-icon	[993, 3, 1038, 12]
beetroot-body	[484, 2111, 1069, 2290]
health-complex-headline-line2: খাবারে বরাদ্দ অর্ধেক	[642, 1159, 763, 1177]
paragraph: স্থানীয় বাসিন্দারা জানান, আদালত ভবনটি ঝুঁকিপূর্ণ ঘোষণা করে দ্রুত সংস্কার কিংবা নতুন ভবন নির্মাণ করা জরুরি। না হলে বড় ধরনের দুর্ঘটনা ঘটতে পারে।	[310, 537, 452, 607]
paragraph: সরেজমিনে দেখা গেছে, ক্রেতাদের আগ্রহের শীর্ষে রয়েছে দেশী ও পাকিস্তানি থ্রি-পিস, লেহেঙ্গা, শাড়ি এবং ছেলেদের পাঞ্জাবি ও শার্ট। শিশুদের পোশাকের চাহিদাও রয়েছে ব্যাপক।	[243, 1569, 344, 1668]
paragraph: কুমিল্লার দাউদকান্দি উপজেলায় জ্বালানি তেলের কৃত্রিম সঙ্কট দেখা দিয়েছে। ডিজেল, পেট্রল ও অকটেন না পেয়ে চরম ভোগান্তিতে পড়েছেন যানবাহন চালক ও কৃষকরা।	[828, 1074, 1077, 1117]
right-stack	[594, 980, 1077, 1851]
paragraph: স্থানীয় সূত্রে জানা গেছে, পরিত্যক্ত ওই জমিতে একাধিক দোকানঘর নির্মাণ করে ভাড়া দেয়া হয়েছে। প্রতি মাসে মোটা অঙ্কের ভাড়া আদায় করা হচ্ছে।	[828, 1505, 1077, 1548]
beetroot-headline-line2: কৃষক আজিজুলের সাফল্য	[676, 2064, 877, 2086]
health-complex-body	[594, 1200, 811, 1589]
fuel-byline: ◼ দাউদকান্দি (কুমিল্লা) সংবাদদাতা	[828, 1057, 1077, 1071]
fuel-headline-line1: দাউদকান্দিতে জ্বালানি	[888, 996, 1017, 1013]
paragraph: অনুসন্ধানে জানা গেছে, প্রতিদিন ভর্তি রোগীর সংখ্যা বাড়িয়ে দেখিয়ে খাবারের বিল উত্তোলন করা হয়। বরাদ্দের একটি বড় অংশ চলে যায় সংশ্লিষ্ট কয়েকজনের পকেটে।	[594, 1330, 698, 1429]
tahirpur-headline-line1: তাহিরপুরে জনপ্রিয় হয়ে	[90, 1869, 263, 1891]
rangamati-body	[243, 1265, 452, 1829]
brand-logo	[987, 7, 1077, 46]
bottom-band	[9, 1855, 1077, 2576]
paragraph: স্থানীয় কয়েকজন ব্যবসায়ী বলেন, খুচরা বাজারে লিটারপ্রতি ১০ থেকে ২০ টাকা বেশি দামে তেল বিক্রি হচ্ছে। তদারকি না থাকায় এ পরিস্থিতির সৃষ্টি হয়েছে।	[828, 1252, 1077, 1294]
paragraph: এক ক্রেতা বলেন, গত বছর যে থ্রি-পিস আড়াই হাজার টাকায় কিনেছি, এবার সেটির দাম চাওয়া হচ্ছে সাড়ে তিন হাজার টাকা।	[353, 1295, 453, 1380]
fertilizer-byline: ◼ পটিয়া-চন্দনাইশ (চট্টগ্রাম) সংবাদদাতা	[470, 127, 576, 152]
rangamati-headline-line2: ক্রেতার উপচে পড়া ভিড়	[259, 1045, 438, 1066]
fuel-headline	[828, 995, 1077, 1053]
paragraph: উপজেলা প্রশাসনের এক কর্মকর্তা জানান, বিজেসির জমি সংক্রান্ত কাগজপত্র যাচাই-বাছাই করা হচ্ছে। অবৈধ দখল প্রমাণিত হলে উচ্ছেদ করা হবে।	[828, 1610, 1077, 1653]
paragraph: গাজীপুর সদর উপজেলা নির্বাহী কর্মকর্তা সাজ্জাত হোসেন বলেন, রাজস্ব আদায়ের জন্যই বাজারগুলো ইজারা দেয়া হয়েছে। তবে বাজারের নির্দিষ্ট জায়গা না থাকায় যে ভোগান্তি হচ্ছে, তা ঊর্ধ্বতন কর্তৃপক্ষের সাথে আলোচনা করে সমাধানের চেষ্টা করা হবে। সদর উপজেলার সহকারী কমিশনার (ভূমি) মঈন খান এলিস বলেন, অবৈধ দখলদারদের তালিকা তৈরি করা হচ্ছে, শিগগিরই উচ্ছেদ অভিযান পরিচালনা করা হবে।	[840, 391, 1077, 491]
paragraph: উপজেলা স্বাস্থ্য ও পরিবার পরিকল্পনা কর্মকর্তা বলেন, খাবার সরবরাহে অনিয়মের অভিযোগ পেয়েছি। বিষয়টি তদন্ত করে ব্যবস্থা নেয়া হবে।	[707, 1405, 811, 1490]
brand-name: নয়া দিগন্ত	[987, 14, 1077, 38]
paragraph: গ্যাস সঙ্কটের কারণে বন্ধ হয়ে গেছে চট্টগ্রামের দুই বৃহৎ সার কারখানা চিটাগাং ইউরিয়া ফার্টিলাইজার লিমিটেড (সিইউএফএল) ও কর্ণফুলী ফার্টিলাইজার কোম্পানি লিমিটেডের (কাফকো) উৎপাদন কার্যক্রম। এতে দৈনিক প্রায় দুই হাজার মেট্রিক টন ইউরিয়া সার উৎপাদন ব্যাহত হচ্ছে।	[470, 156, 576, 311]
dhanbari-headline-line3: অফিসের জারিকারক	[385, 1942, 444, 1975]
paragraph: জানা গেছে, গত কয়েক মাস আগে তার বদলির আদেশ জারি হয়। কিন্তু প্রভাব খাটিয়ে তিনি এখনো একই কর্মস্থলে দায়িত্ব পালন করে যাচ্ছেন।	[361, 2085, 468, 2170]
paragraph: মাটি দিয়ে নয়, কঠোর পরিশ্রম আর সঠিক পরিচর্যায় থাইল্যান্ডের উন্নত জাতের বিটরুট চাষ করে সাফল্য পেয়েছেন ময়মনসিংহের গৌরীপুর উপজেলার কৃষক আজিজুল ইসলাম।	[484, 2111, 772, 2153]
paragraph: কৃষি বিভাগের তথ্যমতে, চলতি মওসুমে গৌরীপুর উপজেলায় প্রায় ৫ হেক্টর জমিতে বিটরুট চাষ হয়েছে, যা আগামীতে কয়েক গুণ বাড়ার সম্ভাবনা রয়েছে।	[781, 2261, 1069, 2289]
paragraph: এ বিষয়ে বিজেসির আঞ্চলিক কার্যালয় থেকে জানানো হয়েছে, অবৈধ দখলদারদের তালিকা তৈরি করে ঊর্ধ্বতন কর্তৃপক্ষের কাছে পাঠানো হয়েছে।	[828, 1759, 1077, 1801]
lead-byline: ◼ কুষ্টিয়া প্রতিনিধি	[9, 415, 452, 430]
bnp-body	[828, 1446, 1077, 1818]
column-divider	[585, 71, 586, 975]
pirojpur-story	[9, 995, 226, 1834]
paragraph: কুষ্টিয়ার দৌলতপুর উপজেলায় সিনিয়র সহকারী জজ আদালতের কার্যক্রম চলছে জরাজীর্ণ ও ঝুঁকিপূর্ণ একটি ভবনে। দীর্ঘ দিন ধরে এটি সংস্কার না হওয়ায় যেকোনো সময় বড় ধরনের দুর্ঘটনার আশঙ্কা করছেন আইনজীবী, বিচারপ্রার্থী ও স্থানীয়রা। ভবনের ছাদ, দেয়াল ও মেঝে নানা জায়গায় ফেটে গেছে, খসে পড়ছে পলেস্তারা।	[9, 434, 151, 576]
bnp-headline-line1: ঠাকুরগাঁওয়ে বিজেসির	[890, 1369, 1015, 1385]
beetroot-photo	[484, 1863, 1069, 2030]
paragraph: অন্য দিকে কাফকোর উৎপাদন সক্ষমতা দৈনিক ১ হাজার ৭০০ মেট্রিক টনের বেশি। গ্যাসের চাপ কমে যাওয়ায় কারখানাটিও উৎপাদন বন্ধ রাখতে বাধ্য হয়েছে বলে কর্তৃপক্ষ জানিয়েছে।	[470, 515, 576, 628]
paragraph: দেশে ইউরিয়া সার সঙ্কটের আশঙ্কা তৈরি হয়েছে। চলতি বোরো মওসুমে কৃষকের চাহিদা মেটাতে আমদানি নির্ভরতা আরো বাড়বে বলে মনে করছেন সংশ্লিষ্টরা।	[470, 313, 576, 398]
paragraph: উপজেলা কৃষি কর্মকর্তা বলেন, মাটির উপরিভাগ কেটে নিলে জমির উৎপাদনক্ষমতা দীর্ঘমেয়াদে কমে যায়। এতে খাদ্য উৎপাদনে নেতিবাচক প্রভাব পড়ে।	[9, 1686, 226, 1729]
beetroot-headline	[484, 2037, 1069, 2089]
paragraph: দোহার থানার ভারপ্রাপ্ত কর্মকর্তা (ওসি) জানান, ঘটনার পর থেকে অভিযুক্ত নারী পলাতক রয়েছেন। এ ঘটনায় থানায় মামলার প্রস্তুতি চলছে।	[470, 1591, 576, 1676]
paragraph: ঠাকুরগাঁও সদর উপজেলায় বাংলাদেশ জুট করপোরেশনের (বিজেসি) পরিত্যক্ত সম্পত্তি দখলের অভিযোগ উঠেছে স্থানীয় এক বিএনপি নেতার বিরুদ্ধে। দীর্ঘ দিন ধরে ওই সম্পত্তি ভোগদখল করে আসছেন তিনি।	[828, 1446, 1077, 1503]
fuel-body	[828, 1074, 1077, 1355]
fuel-headline-line2: তেলের কৃত্রিম সঙ্কটে	[894, 1015, 1012, 1032]
